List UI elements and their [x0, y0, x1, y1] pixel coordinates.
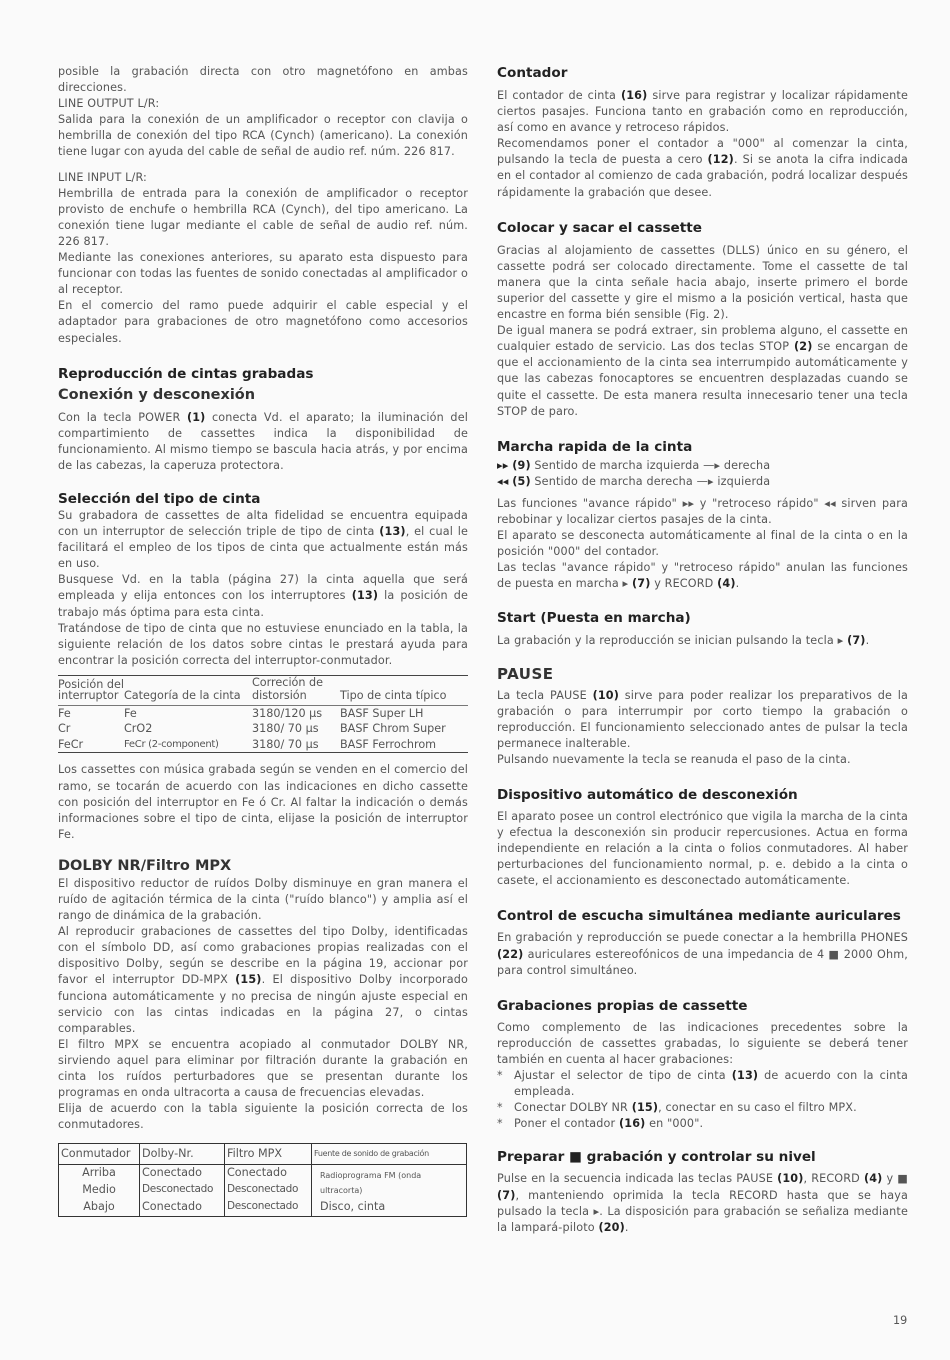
line-input-text: Hembrilla de entrada para la conexión de amplificador o receptor provisto de enchufe o hembrilla RCA (Cynch), del tipo americano. La conexión tiene lugar mediante el cable de señal de audio ref. núm. 226 817. — [58, 186, 468, 248]
own-recordings-paragraph: Como complemento de las indicaciones precedentes sobre la reproducción de cassettes grabadas, lo siguiente se deberá tener también en cuenta al hacer grabaciones: — [497, 1020, 908, 1066]
auto-stop-heading: Dispositivo automático de desconexión — [497, 787, 798, 803]
tape-type-paragraph-1: Su grabadora de cassettes de alta fidelidad se encuentra equipada con un interruptor de selección triple de tipo de cinta (13), el cual le facilitará el empleo de los tipos de cinta que actualmente están más en uso. — [58, 508, 468, 571]
table-header-cell: Filtro MPX — [225, 1144, 312, 1165]
rewind-icon: ◂◂ — [497, 474, 509, 488]
counter-heading: Contador — [497, 65, 568, 81]
table-cell: FeCr — [58, 737, 84, 751]
fast-forward-line: ▸▸ (9) Sentido de marcha izquierda —▸ derecha — [497, 458, 771, 472]
power-paragraph: Con la tecla POWER (1) conecta Vd. el aparato; la iluminación del compartimiento de cassettes indica la disponibilidad de funcionamiento. Al mismo tiempo se bascula hacia atrás, y por encima de las cabezas, la caperuza protectora. — [58, 410, 468, 472]
dolby-heading: DOLBY NR/Filtro MPX — [58, 857, 232, 874]
table-cell: Conectado — [140, 1199, 225, 1217]
table-header-cell: Posición del interruptor — [58, 675, 124, 705]
left-column — [58, 64, 468, 1217]
line-input-label: LINE INPUT L/R: — [58, 170, 147, 184]
insert-cassette-paragraph-2: De igual manera se podrá extraer, sin problema alguno, el cassette en cualquier estado de servicio. Las dos teclas STOP (2) se encargan de que el accionamiento de la cinta sea interrumpido automáticamente y que las cabezas fonocaptores se encuentren desplazadas cuando se quite el cassette. De esta manera resulta innecesario tener una tecla STOP de paro. — [497, 324, 909, 418]
table-cell: CrO2 — [124, 722, 153, 736]
own-recordings-heading: Grabaciones propias de cassette — [497, 997, 748, 1014]
table-header-cell: Tipo de cinta típico — [340, 675, 468, 705]
table-cell: Abajo — [83, 1199, 115, 1213]
fast-wind-paragraph-1: Las funciones "avance rápido" ▸▸ y "retroceso rápido" ◂◂ sirven para rebobinar y localizar ciertos pasajes de la cinta. — [497, 496, 908, 526]
table-cell: Conectado — [140, 1164, 225, 1182]
intro-paragraph: posible la grabación directa con otro magnetófono en ambas direcciones. — [58, 65, 468, 95]
tape-type-table — [58, 675, 468, 754]
list-item: * Conectar DOLBY NR (15), conectar en su caso el filtro MPX. — [497, 1101, 857, 1115]
pause-heading: PAUSE — [497, 664, 554, 683]
on-off-heading: Conexión y desconexión — [58, 386, 256, 403]
tape-type-paragraph-2: Busquese Vd. en la tabla (página 27) la cinta aquella que será empleada y elija entonces con los interruptores (13) la posición de trabajo más óptima para esta cinta. — [58, 573, 468, 619]
insert-cassette-paragraph-1: Gracias al alojamiento de cassettes (DLLS) único en su género, el cassette podrá ser colocado directamente. Tome el cassette de tal manera que la cinta señale hacia abajo, inserte primero el borde superior del cassette y gire el mismo a la posición vertical, hasta que encastre en forma bién sensible (Fig. 2). — [497, 243, 908, 322]
fast-wind-paragraph-3: Las teclas "avance rápido" y "retroceso rápido" anulan las funciones de puesta en marcha ▸ (7) y RECORD (4). — [497, 561, 908, 591]
page-number: 19 — [893, 1314, 908, 1327]
table-cell: BASF Ferrochrom — [340, 737, 437, 751]
table-cell: Disco, cinta — [312, 1199, 467, 1217]
table-cell: 3180/120 µs — [252, 706, 323, 720]
table-cell: Cr — [58, 722, 71, 736]
table-row — [59, 1164, 467, 1182]
table-header-row — [59, 1144, 467, 1165]
prerecorded-cassettes-note: Los cassettes con música grabada según se venden en el comercio del ramo, se tocarán de acuerdo con las indicaciones en dicho cassette con posición del interruptor en Fe ó Cr. Al faltar la indicación o demás informaciones sobre el tipo de cinta, elijase la posición de interruptor Fe. — [58, 763, 468, 841]
rewind-line: ◂◂ (5) Sentido de marcha derecha —▸ izquierda — [497, 474, 771, 488]
table-cell: Radioprograma FM (onda ultracorta) — [312, 1164, 467, 1199]
fast-wind-heading: Marcha rapida de la cinta — [497, 438, 693, 455]
right-column — [497, 64, 908, 1236]
table-cell: BASF Chrom Super — [340, 722, 446, 736]
counter-paragraph-1: El contador de cinta (16) sirve para registrar y localizar rápidamente ciertos pasajes. Funciona tanto en grabación como en reproducción, así como en avance y retroceso rápidos. — [497, 89, 908, 135]
accessories-paragraph: En el comercio del ramo puede adquirir el cable especial y el adaptador para grabaciones de otro magnetófono como accesorios especiales. — [58, 299, 468, 345]
fast-wind-paragraph-2: El aparato se desconecta automáticamente al final de la cinta o en la posición "000" del contador. — [497, 529, 908, 559]
dolby-paragraph-3: El filtro MPX se encuentra acopiado al conmutador DOLBY NR, sirviendo aquel para eliminar por filtración durante la grabación en cinta los ruídos perturbadores que se presentan durante los programas en onda ultracorta a causa de frecuencias elevadas. — [58, 1037, 468, 1100]
table-cell: Arriba — [82, 1165, 116, 1179]
table-cell: Desconectado — [225, 1199, 312, 1217]
line-output-label: LINE OUTPUT L/R: — [58, 97, 160, 111]
line-output-text: Salida para la conexión de un amplificador o receptor con clavija o hembrilla de conexión del tipo RCA (Cynch) (americano). La conexión tiene lugar con ayuda del cable de señal de audio ref. núm. 226 817. — [58, 113, 468, 159]
dolby-switch-table — [58, 1143, 467, 1217]
table-row — [58, 721, 468, 737]
table-header-cell: Categoría de la cinta — [124, 675, 252, 705]
table-header-cell: Fuente de sonido de grabación — [312, 1144, 467, 1165]
list-item: * Ajustar el selector de tipo de cinta (13) de acuerdo con la cinta empleada. — [497, 1069, 908, 1099]
connections-paragraph: Mediante las conexiones anteriores, su aparato esta dispuesto para funcionar con todas las fuentes de sonido conectadas al amplificador o al receptor. — [58, 251, 468, 297]
tape-type-heading: Selección del tipo de cinta — [58, 490, 261, 507]
record-prepare-paragraph: Pulse en la secuencia indicada las teclas PAUSE (10), RECORD (4) y ■ (7), manteniendo oprimida la tecla RECORD hasta que se haya pulsado la tecla ▸. La disposición para grabación se señaliza mediante la lampará-piloto (20). — [497, 1172, 908, 1234]
table-cell: 3180/ 70 µs — [252, 722, 319, 736]
dolby-symbol-icon: DD — [152, 941, 171, 955]
table-cell: Conectado — [225, 1164, 312, 1182]
table-cell: Fe — [124, 706, 137, 720]
table-row — [58, 705, 468, 721]
counter-paragraph-2: Recomendamos poner el contador a "000" al comenzar la cinta, pulsando la tecla de puesta a cero (12). Si se anota la cifra indicada en el contador al comienzo de cada grabación, podrá localizar después rápidamente la grabación que desee. — [497, 137, 908, 199]
table-header-cell: Correción de distorsión — [252, 675, 340, 705]
table-cell: BASF Super LH — [340, 706, 424, 720]
table-cell: Medio — [82, 1182, 116, 1196]
table-cell: 3180/ 70 µs — [252, 737, 319, 751]
table-cell: Desconectado — [140, 1182, 225, 1199]
record-prepare-heading: Preparar ■ grabación y controlar su nivel — [497, 1149, 816, 1166]
headphones-heading: Control de escucha simultánea mediante auriculares — [497, 908, 901, 925]
tape-type-paragraph-3: Tratándose de tipo de cinta que no estuviese enunciado en la tabla, la siguiente relación de los datos sobre cintas le prestará ayuda para encontrar la posición correcta del interruptor-conmutador. — [58, 621, 468, 667]
table-cell: Fe — [58, 706, 71, 720]
list-item: * Poner el contador (16) en "000". — [497, 1117, 704, 1131]
dolby-paragraph-4: Elija de acuerdo con la tabla siguiente la posición correcta de los conmutadores. — [58, 1102, 468, 1132]
fast-forward-icon: ▸▸ — [497, 458, 509, 472]
auto-stop-paragraph: El aparato posee un control electrónico que vigila la marcha de la cinta y efectua la desconexión sin producir repercusiones. Actua en forma independiente en relación a la cinta o folios conmutadores. Al haber perturbaciones del funcionamiento normal, p. e. debido a la cinta o casete, el accionamiento es desconectado automáticamente. — [497, 810, 908, 888]
table-header-cell: Dolby-Nr. — [140, 1144, 225, 1165]
insert-cassette-heading: Colocar y sacar el cassette — [497, 219, 702, 236]
table-cell: FeCr (2-component) — [124, 738, 219, 750]
table-cell: Desconectado — [225, 1182, 312, 1199]
pause-paragraph-2: Pulsando nuevamente la tecla se reanuda el paso de la cinta. — [497, 752, 851, 766]
dolby-paragraph-1: El dispositivo reductor de ruídos Dolby disminuye en gran manera el ruído de agitación térmica de la cinta ("ruído blanco") y amplia así el rango de dinámica de la grabación. — [58, 876, 468, 923]
table-row — [59, 1199, 467, 1217]
table-header-cell: Conmutador — [59, 1144, 140, 1165]
headphones-paragraph: En grabación y reproducción se puede conectar a la hembrilla PHONES (22) auriculares estereofónicos de una impedancia de 4 ■ 2000 Ohm, para control simultáneo. — [497, 931, 908, 977]
table-header-row — [58, 675, 468, 705]
start-heading: Start (Puesta en marcha) — [497, 610, 691, 627]
pause-paragraph-1: La tecla PAUSE (10) sirve para poder realizar los preparativos de la grabación o para interrumpir por corto tiempo la grabación o reproducción. El funcionamiento seleccionado antes de pulsar la tecla permanece inalterable. — [497, 688, 908, 750]
playback-heading: Reproducción de cintas grabadas — [58, 365, 314, 382]
start-paragraph: La grabación y la reproducción se inician pulsando la tecla ▸ (7). — [497, 634, 870, 648]
table-row — [58, 737, 468, 753]
dolby-paragraph-2: Al reproducir grabaciones de cassettes del tipo Dolby, identificadas con el símbolo DD, así como grabaciones propias realizadas con el dispositivo Dolby, según se describe en la página 19, accionar por favor el interruptor DD-MPX (15). El dispositivo Dolby incorporado funciona automáticamente y no precisa de ningún ajuste especial en servicio con las cintas indicadas en la página 27, o cintas comparables. — [58, 925, 468, 1035]
